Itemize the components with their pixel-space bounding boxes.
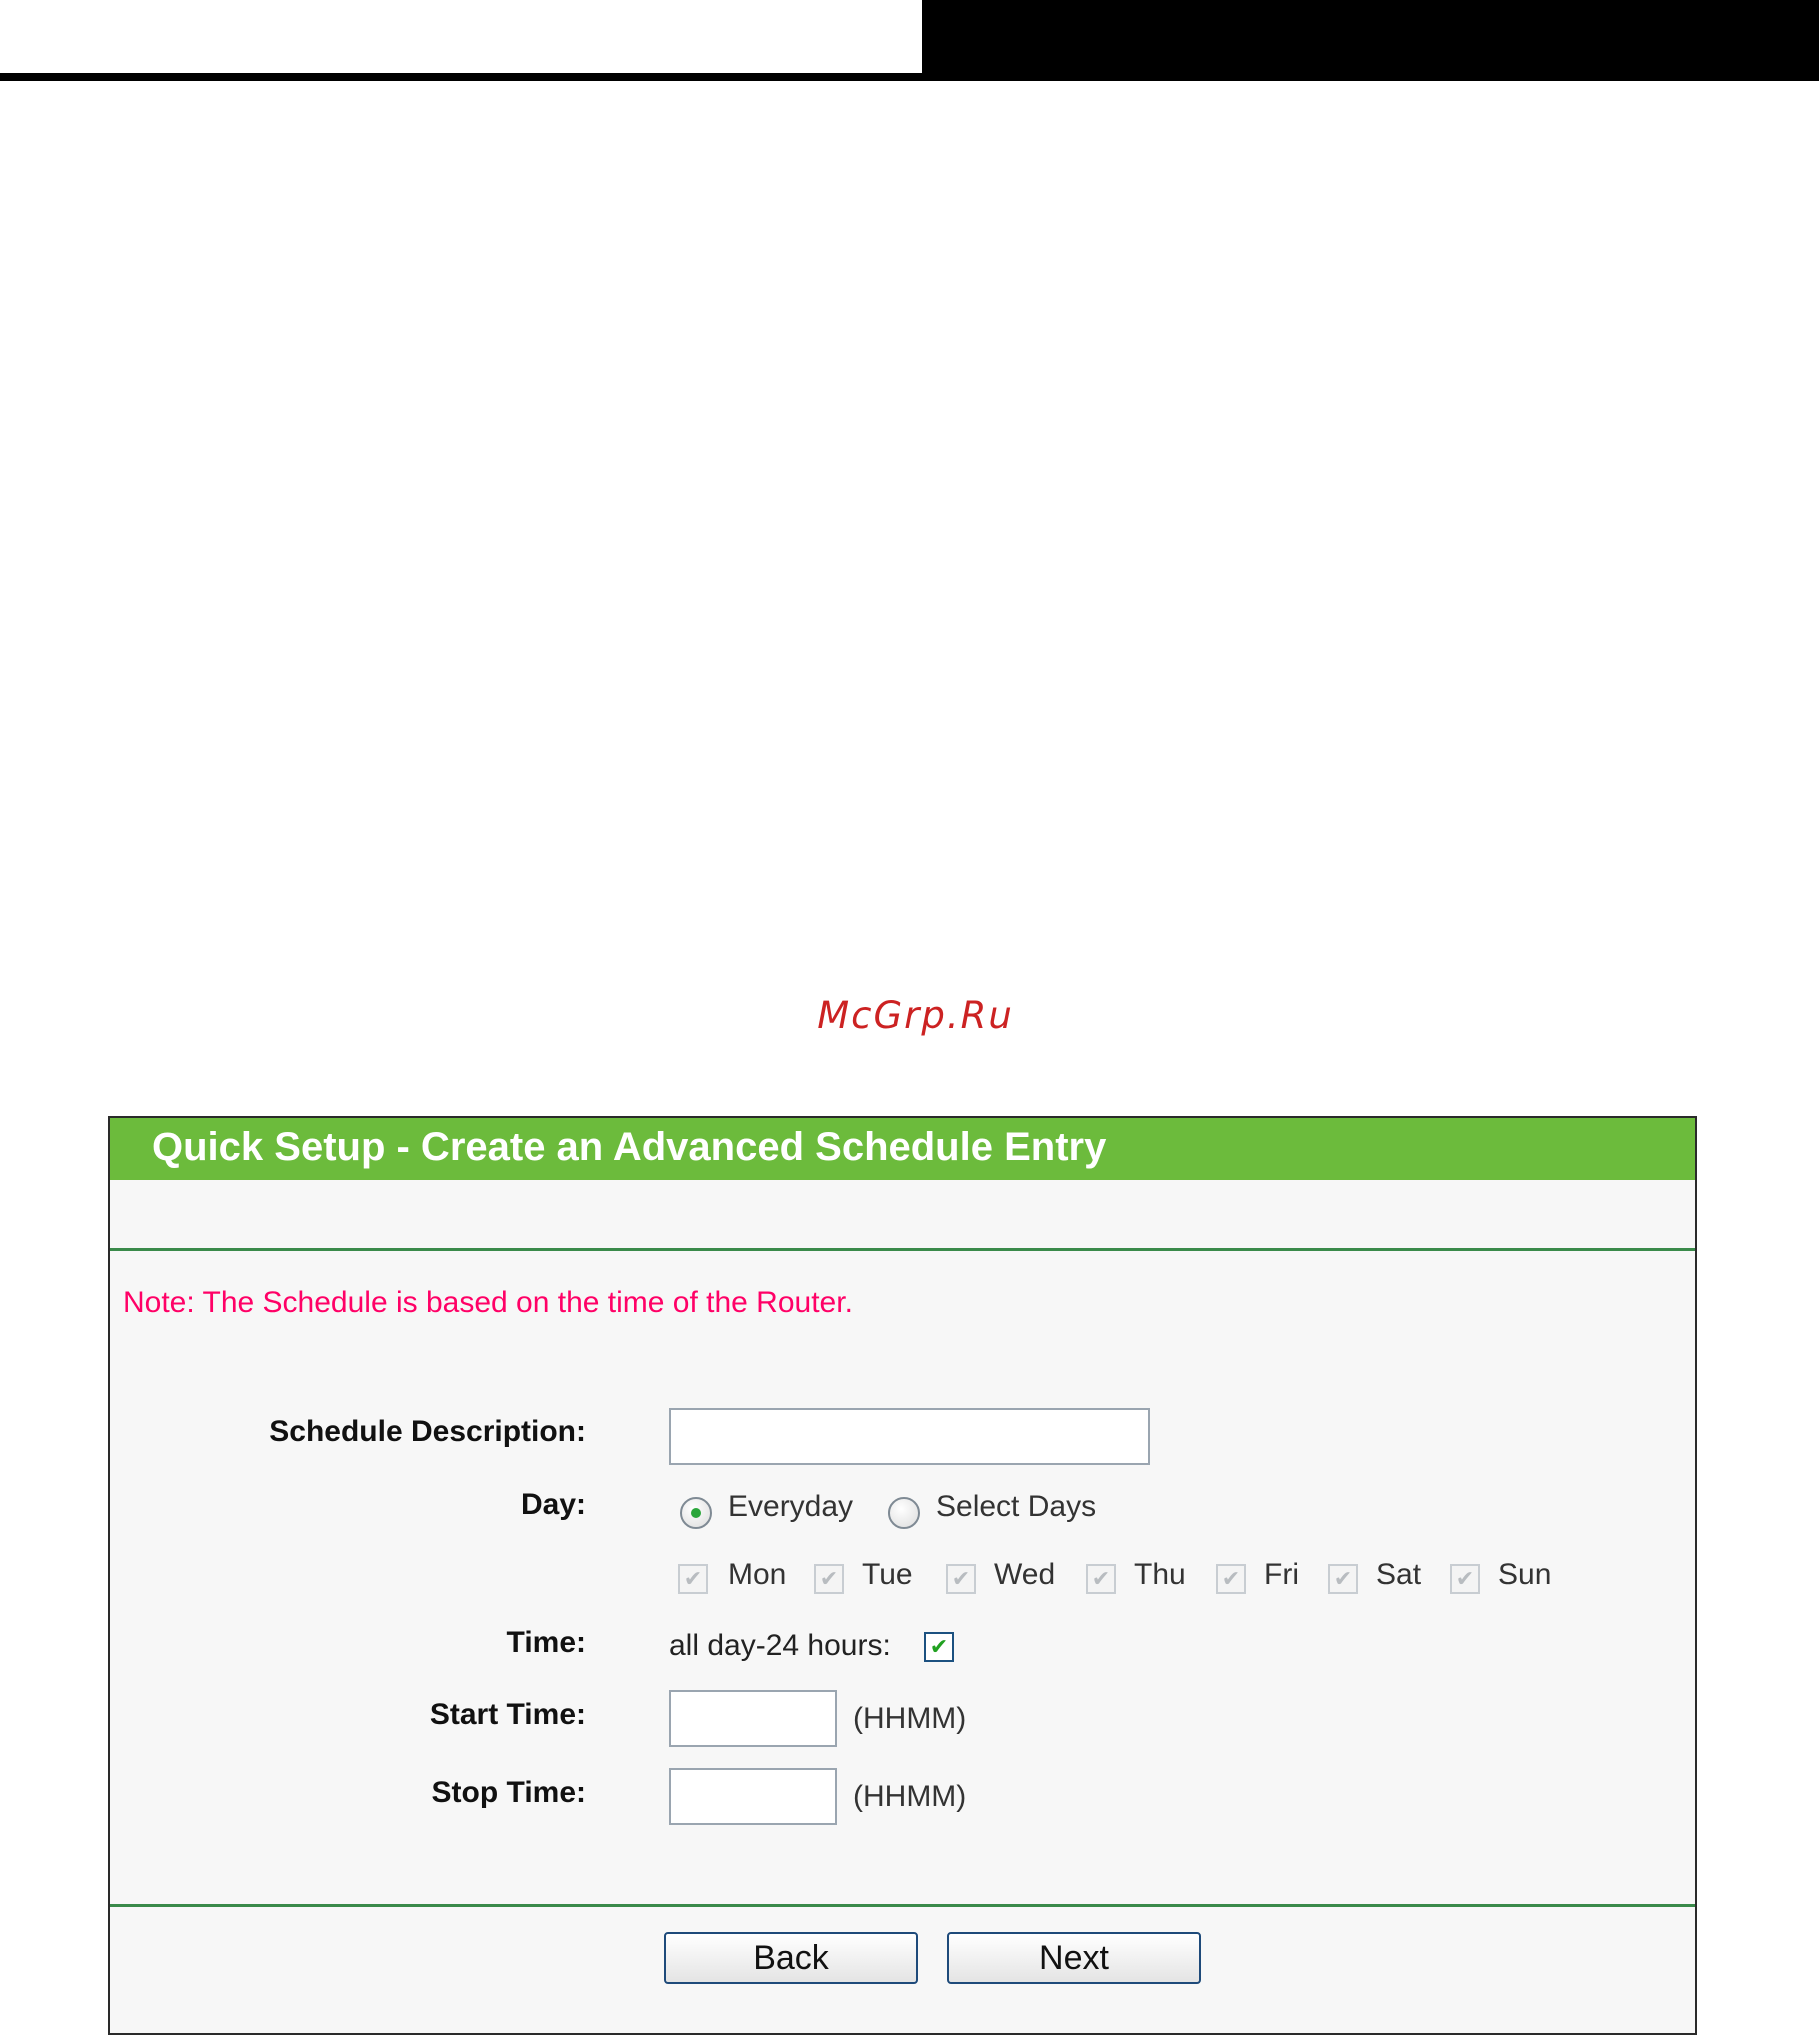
next-button[interactable]: Next [947,1932,1201,1984]
mon-label: Mon [728,1558,787,1591]
all-day-checkbox[interactable]: ✔ [924,1632,954,1662]
time-label: Time: [506,1626,586,1659]
start-time-input[interactable] [669,1690,837,1747]
select-days-label: Select Days [936,1490,1097,1523]
wed-checkbox[interactable]: ✔ [946,1564,976,1594]
all-day-label: all day-24 hours: [669,1629,891,1662]
mon-checkbox[interactable]: ✔ [678,1564,708,1594]
back-button[interactable]: Back [664,1932,918,1984]
tue-label: Tue [862,1558,913,1591]
bottom-divider [110,1904,1695,1907]
tue-checkbox[interactable]: ✔ [814,1564,844,1594]
fri-checkbox[interactable]: ✔ [1216,1564,1246,1594]
thu-checkbox[interactable]: ✔ [1086,1564,1116,1594]
stop-time-label: Stop Time: [431,1776,586,1809]
page-header-bar [922,0,1819,78]
everyday-label: Everyday [728,1490,854,1523]
thu-label: Thu [1134,1558,1186,1591]
stop-time-format-hint: (HHMM) [853,1780,967,1813]
wed-label: Wed [994,1558,1056,1591]
page-header-rule [0,73,1819,81]
sun-label: Sun [1498,1558,1552,1591]
day-label: Day: [520,1488,586,1521]
panel-title: Quick Setup - Create an Advanced Schedule Entry [152,1125,1107,1169]
watermark: McGrp.Ru [817,994,1014,1037]
schedule-description-label: Schedule Description: [269,1415,586,1448]
select-days-radio[interactable] [888,1497,920,1529]
sun-checkbox[interactable]: ✔ [1450,1564,1480,1594]
fri-label: Fri [1264,1558,1299,1591]
radio-selected-dot [691,1508,701,1518]
top-divider [110,1248,1695,1251]
title-bar [110,1118,1695,1180]
stop-time-input[interactable] [669,1768,837,1825]
everyday-radio[interactable] [680,1497,712,1529]
sat-label: Sat [1376,1558,1422,1591]
sat-checkbox[interactable]: ✔ [1328,1564,1358,1594]
schedule-description-input[interactable] [669,1408,1150,1465]
start-time-label: Start Time: [429,1698,586,1731]
schedule-note: Note: The Schedule is based on the time of the Router. [123,1286,853,1319]
start-time-format-hint: (HHMM) [853,1702,967,1735]
quick-setup-panel [108,1116,1697,2035]
